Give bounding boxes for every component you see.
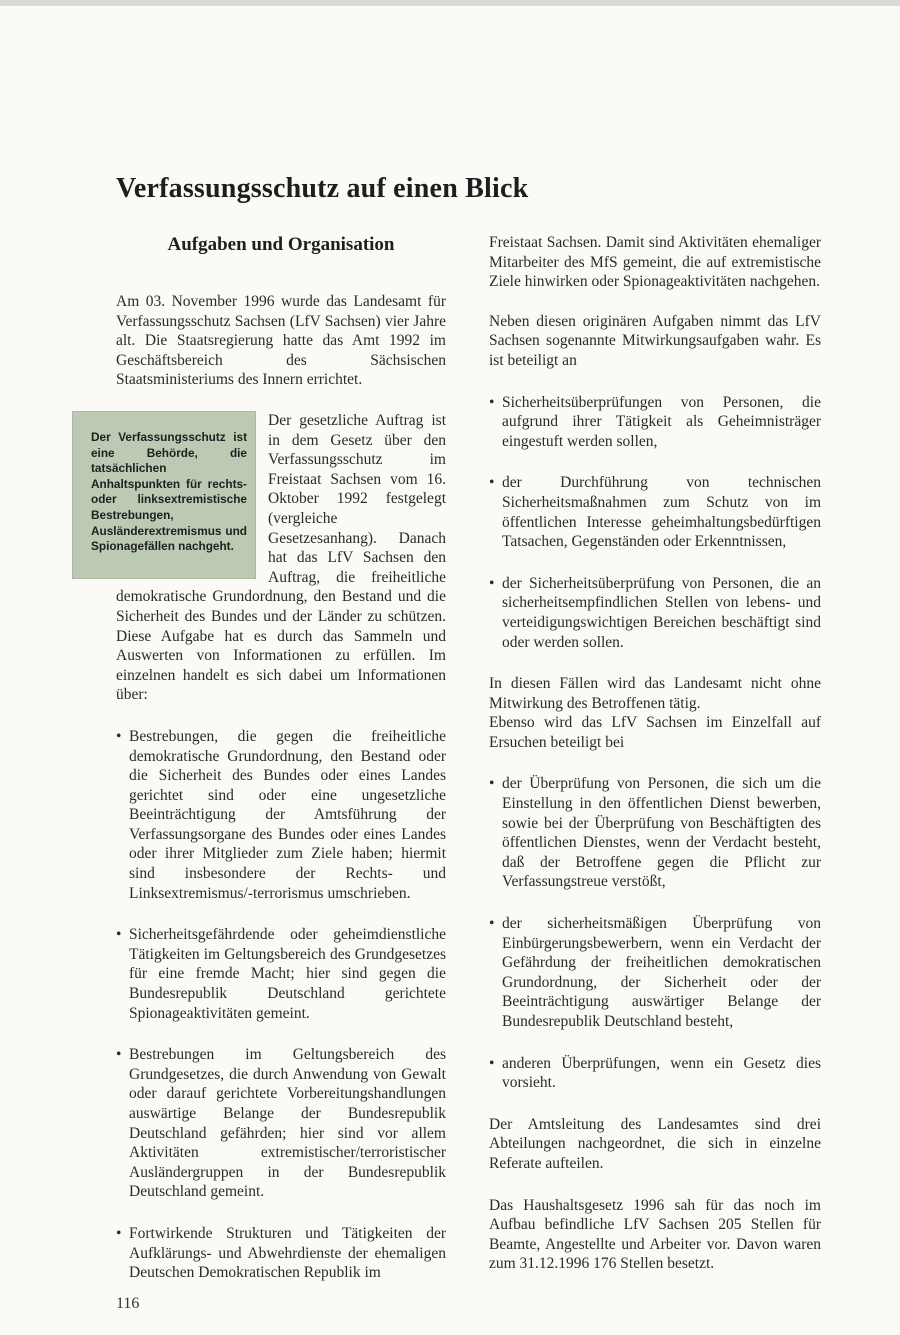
paragraph: In diesen Fällen wird das Landesamt nicht ohne Mitwirkung des Betroffenen tätig.: [489, 675, 821, 712]
paragraph: Neben diesen originären Aufgaben nimmt das LfV Sachsen sogenannte Mitwirkungsaufgaben wahr. Es ist beteiligt an: [489, 312, 821, 369]
list-item: • der Durchführung von technischen Sicherheitsmaßnahmen zum Schutz von im öffentlichen Interesse geheimhaltungsbedürftigen Tatsachen, Gegenständen oder Erkenntnissen,: [489, 473, 821, 551]
page-number: 116: [116, 1295, 140, 1312]
mandate-paragraph: Der gesetzliche Auftrag ist in dem Gesetz über den Verfassungsschutz im Freistaat Sachsen vom 16. Oktober 1992 festgelegt (vergleiche Gesetzesanhang). Danach hat das LfV Sachsen den Auftrag, die freiheitliche demokratische Grundordnung, den Bestand und die Sicherheit des Bundes und der Länder zu schützen. Diese Aufgabe hat es durch das Sammeln und Auswerten von Informationen zu erfüllen. Im einzelnen handelt es sich dabei um Informationen über:: [116, 412, 446, 704]
request-list: [489, 774, 821, 1092]
intro-text: Am 03. November 1996 wurde das Landesamt für Verfassungsschutz Sachsen (LfV Sachsen) vier Jahre alt. Die Staatsregierung hatte das Amt 1992 im Geschäftsbereich des Sächsischen Staatsministeriums des Innern errichtet.: [116, 293, 446, 389]
list-item: • Bestrebungen im Geltungsbereich des Grundgesetzes, die durch Anwendung von Gewalt oder darauf gerichtete Vorbereitungshandlungen auswärtige Belange der Bundesrepublik Deutschland gefährden; hier sind vor allem Aktivitäten extremistischer/terroristischer Ausländergruppen in der Bundesrepublik Deutschland gemeint.: [116, 1045, 446, 1202]
list-item: • anderen Überprüfungen, wenn ein Gesetz dies vorsieht.: [489, 1054, 821, 1093]
section-title: Aufgaben und Organisation: [167, 234, 395, 255]
list-item: • Bestrebungen, die gegen die freiheitliche demokratische Grundordnung, den Bestand oder die Sicherheit des Bundes oder eines Landes gerichtet sind oder eine ungesetzliche Beeinträchtigung der Amtsführung der Verfassungsorgane des Bundes oder eines Landes oder ihrer Mitglieder zum Ziele haben; hiermit sind insbesondere der Rechts- und Linksextremismus/-terrorismus umschrieben.: [116, 727, 446, 903]
left-column: [91, 411, 446, 1283]
sidebar-note: Der Verfassungsschutz ist eine Behörde, die tatsächlichen Anhaltspunkten für rechts- oder linksextremistische Bestrebungen, Ausländerextremismus und Spionagefällen nachgeht.: [72, 411, 256, 579]
top-rule: [0, 0, 900, 6]
list-item: • der sicherheitsmäßigen Überprüfung von Einbürgerungsbewerbern, wenn ein Verdacht der Gefährdung der freiheitlichen demokratischen Grundordnung, der Sicherheit oder der Beeinträchtigung auswärtiger Belange der Bundesrepublik Deutschland besteht,: [489, 914, 821, 1032]
list-item: • Sicherheitsüberprüfungen von Personen, die aufgrund ihrer Tätigkeit als Geheimnisträger eingestuft werden sollen,: [489, 393, 821, 452]
intro-paragraph: [116, 292, 446, 390]
paragraph: Freistaat Sachsen. Damit sind Aktivitäten ehemaliger Mitarbeiter des MfS gemeint, die auf extremistische Ziele hinwirken oder Spionageaktivitäten nachgehen.: [489, 234, 821, 291]
paragraph: Der Amtsleitung des Landesamtes sind drei Abteilungen nachgeordnet, die sich in einzelne Referate aufteilen.: [489, 1115, 821, 1172]
list-item: • der Überprüfung von Personen, die sich um die Einstellung in den öffentlichen Dienst bewerben, sowie bei der Überprüfung von Beschäftigten des öffentlichen Dienstes, wenn der Verdacht besteht, daß der Betroffene gegen die Pflicht zur Verfassungstreue verstößt,: [489, 774, 821, 892]
list-item: • Sicherheitsgefährdende oder geheimdienstliche Tätigkeiten im Geltungsbereich des Grundgesetzes für eine fremde Macht; hier sind gegen die Bundesrepublik Deutschland gerichtete Spionageaktivitäten gemeint.: [116, 925, 446, 1023]
cooperation-list: [489, 393, 821, 653]
information-list: [116, 727, 446, 1283]
list-item: • Fortwirkende Strukturen und Tätigkeiten der Aufklärungs- und Abwehrdienste der ehemaligen Deutschen Demokratischen Republik im: [116, 1224, 446, 1283]
page-title: Verfassungsschutz auf einen Blick: [116, 173, 529, 204]
list-item: • der Sicherheitsüberprüfung von Personen, die an sicherheitsempfindlichen Stellen von lebens- und verteidigungswichtigen Bereichen beschäftigt sind oder werden sollen.: [489, 574, 821, 652]
paragraph: Ebenso wird das LfV Sachsen im Einzelfall auf Ersuchen beteiligt bei: [489, 714, 821, 751]
paragraph: Das Haushaltsgesetz 1996 sah für das noch im Aufbau befindliche LfV Sachsen 205 Stellen für Beamte, Angestellte und Arbeiter vor. Davon waren zum 31.12.1996 176 Stellen besetzt.: [489, 1196, 821, 1273]
right-column: [489, 233, 821, 1274]
